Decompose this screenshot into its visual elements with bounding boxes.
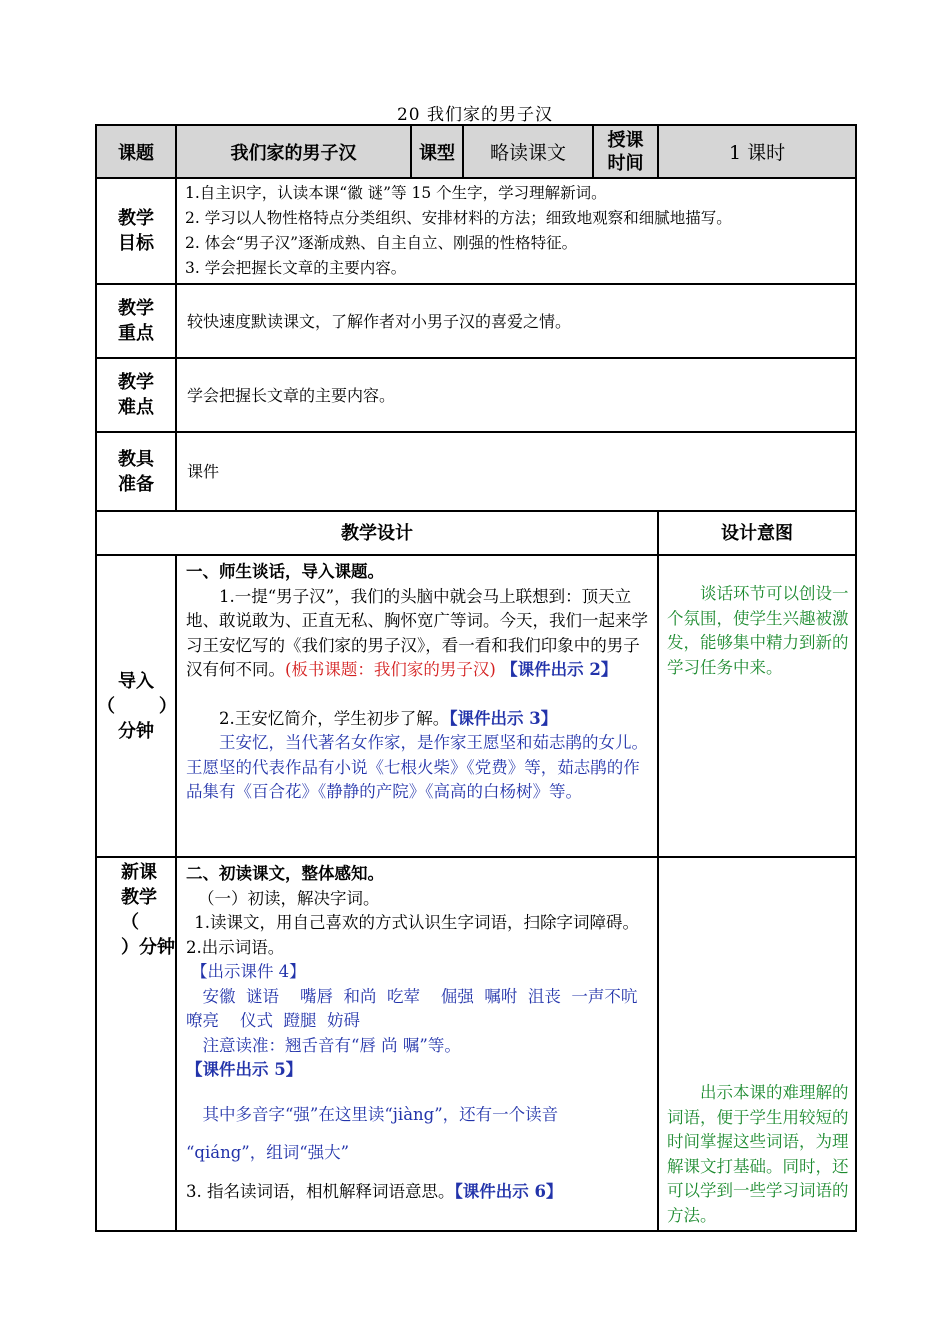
header-row	[96, 125, 856, 178]
polyphone-line-2: “qiáng”，组词“强大”	[186, 1143, 350, 1162]
goal-item: 1.自主识字，认读本课“徽 谜”等 15 个生字，学习理解新词。	[185, 184, 607, 202]
tools-label	[96, 432, 176, 511]
spacer	[186, 1166, 653, 1180]
goals-label	[96, 178, 176, 284]
time-label-line-2: 时间	[607, 152, 644, 174]
courseware-tag-3: 【课件出示 3】	[449, 708, 558, 728]
key-points-text: 较快速度默读课文，了解作者对小男子汉的喜爱之情。	[176, 284, 856, 358]
sub-heading: （一）初读，解决字词。	[198, 888, 380, 908]
courseware-tag-5: 【课件出示 5】	[186, 1060, 303, 1079]
time-label-line-1: 授课	[607, 129, 644, 151]
polyphone-line-1: 其中多音字“强”在这里读“jiàng”，还有一个读音	[202, 1104, 559, 1124]
spacer	[186, 683, 653, 707]
type-value: 略读课文	[463, 125, 593, 178]
new-lesson-content	[176, 857, 658, 1231]
intro-paragraph-1	[186, 585, 653, 683]
board-title-note: (板书课题：我们家的男子汉)	[285, 660, 496, 679]
lesson-plan-table	[95, 124, 857, 1232]
courseware-tag-4: 【出示课件 4】	[190, 962, 306, 981]
tools-label-line-2: 准备	[118, 473, 154, 495]
intro-intent: 谈话环节可以创设一个氛围，使学生兴趣被激发，能够集中精力到新的学习任务中来。	[658, 555, 856, 857]
vocabulary-words: 安徽 谜语 嘴唇 和尚 吃荤 倔强 嘱咐 沮丧 一声不吭 嘹亮 仪式 蹬腿 妨碍	[186, 986, 659, 1030]
spacer	[186, 1083, 653, 1103]
intro-content	[176, 555, 658, 857]
key-points-label-line-1: 教学	[118, 298, 154, 319]
design-header: 教学设计	[96, 511, 658, 555]
difficulties-label-line-2: 难点	[118, 397, 154, 418]
courseware-tag-6: 【课件出示 6】	[454, 1181, 563, 1201]
author-intro: 王安忆，当代著名女作家，是作家王愿坚和茹志鹃的女儿。王愿坚的代表作品有小说《七根火柴》《党费》等，茹志鹃的作品集有《百合花》《静静的产院》《高高的白杨树》等。	[186, 733, 648, 801]
goals-label-line-1: 教学	[118, 208, 154, 229]
topic-label: 课题	[96, 125, 176, 178]
intro-row	[96, 555, 856, 857]
key-points-label	[96, 284, 176, 358]
new-lesson-heading: 二、初读课文，整体感知。	[186, 864, 384, 883]
intro-paragraph-2-text: 2.王安忆简介，学生初步了解。	[219, 708, 450, 728]
topic-value: 我们家的男子汉	[176, 125, 411, 178]
intro-paragraph-1-text: 1.一提“男子汉”，我们的头脑中就会马上联想到：顶天立地、敢说敢为、正直无私、胸怀宽广等词。今天，我们一起来学习王安忆写的《我们家的男子汉》，看一看和我们印象中的男子汉有何不同。	[186, 586, 648, 679]
step-2: 2.出示词语。	[186, 937, 285, 957]
goal-item: 3. 学会把握长文章的主要内容。	[185, 259, 407, 277]
new-lesson-intent: 出示本课的难理解的词语，便于学生用较短的时间掌握这些词语，为理解课文打基础。同时，还可以学到一些学习词语的方法。	[658, 857, 856, 1231]
difficulties-label-line-1: 教学	[118, 372, 154, 393]
new-lesson-row	[96, 857, 856, 1231]
goals-content	[176, 178, 856, 284]
new-lesson-label	[96, 857, 176, 1231]
step-1: 1.读课文，用自己喜欢的方式认识生字词语，扫除字词障碍。	[194, 913, 639, 932]
intro-paragraph-2	[186, 707, 653, 732]
intro-heading: 一、师生谈话，导入课题。	[186, 562, 384, 581]
difficulties-text: 学会把握长文章的主要内容。	[176, 358, 856, 432]
step-3-text: 3. 指名读词语，相机解释词语意思。	[186, 1181, 455, 1201]
goals-label-line-2: 目标	[118, 233, 154, 254]
goal-item: 2. 体会“男子汉”逐渐成熟、自主自立、刚强的性格特征。	[185, 234, 578, 252]
tools-row	[96, 432, 856, 511]
tools-text: 课件	[176, 432, 856, 511]
intro-label	[96, 555, 176, 857]
time-value: 1 课时	[658, 125, 856, 178]
intro-label-line-1: 导入	[118, 670, 154, 692]
courseware-tag-2: 【课件出示 2】	[501, 660, 618, 679]
new-lesson-label-line-4: ）分钟	[121, 937, 175, 958]
tools-label-line-1: 教具	[118, 448, 154, 470]
intro-label-line-2: （ ）	[97, 695, 177, 717]
spacer	[186, 1127, 653, 1141]
design-header-row	[96, 511, 856, 555]
new-lesson-label-line-1: 新课	[121, 862, 157, 883]
key-points-label-line-2: 重点	[118, 323, 154, 344]
page-title: 20 我们家的男子汉	[396, 105, 554, 125]
intent-header: 设计意图	[658, 511, 856, 555]
key-points-row	[96, 284, 856, 358]
type-label: 课型	[411, 125, 463, 178]
step-3	[186, 1180, 653, 1205]
difficulties-row	[96, 358, 856, 432]
goals-row	[96, 178, 856, 284]
goal-item: 2. 学习以人物性格特点分类组织、安排材料的方法；细致地观察和细腻地描写。	[185, 209, 732, 227]
pronunciation-note: 注意读准：翘舌音有“唇 尚 嘱”等。	[202, 1035, 461, 1055]
difficulties-label	[96, 358, 176, 432]
intro-label-line-3: 分钟	[118, 720, 154, 742]
new-lesson-label-line-2: 教学	[121, 887, 157, 908]
new-lesson-label-line-3: （	[121, 912, 139, 933]
time-label	[593, 125, 658, 178]
